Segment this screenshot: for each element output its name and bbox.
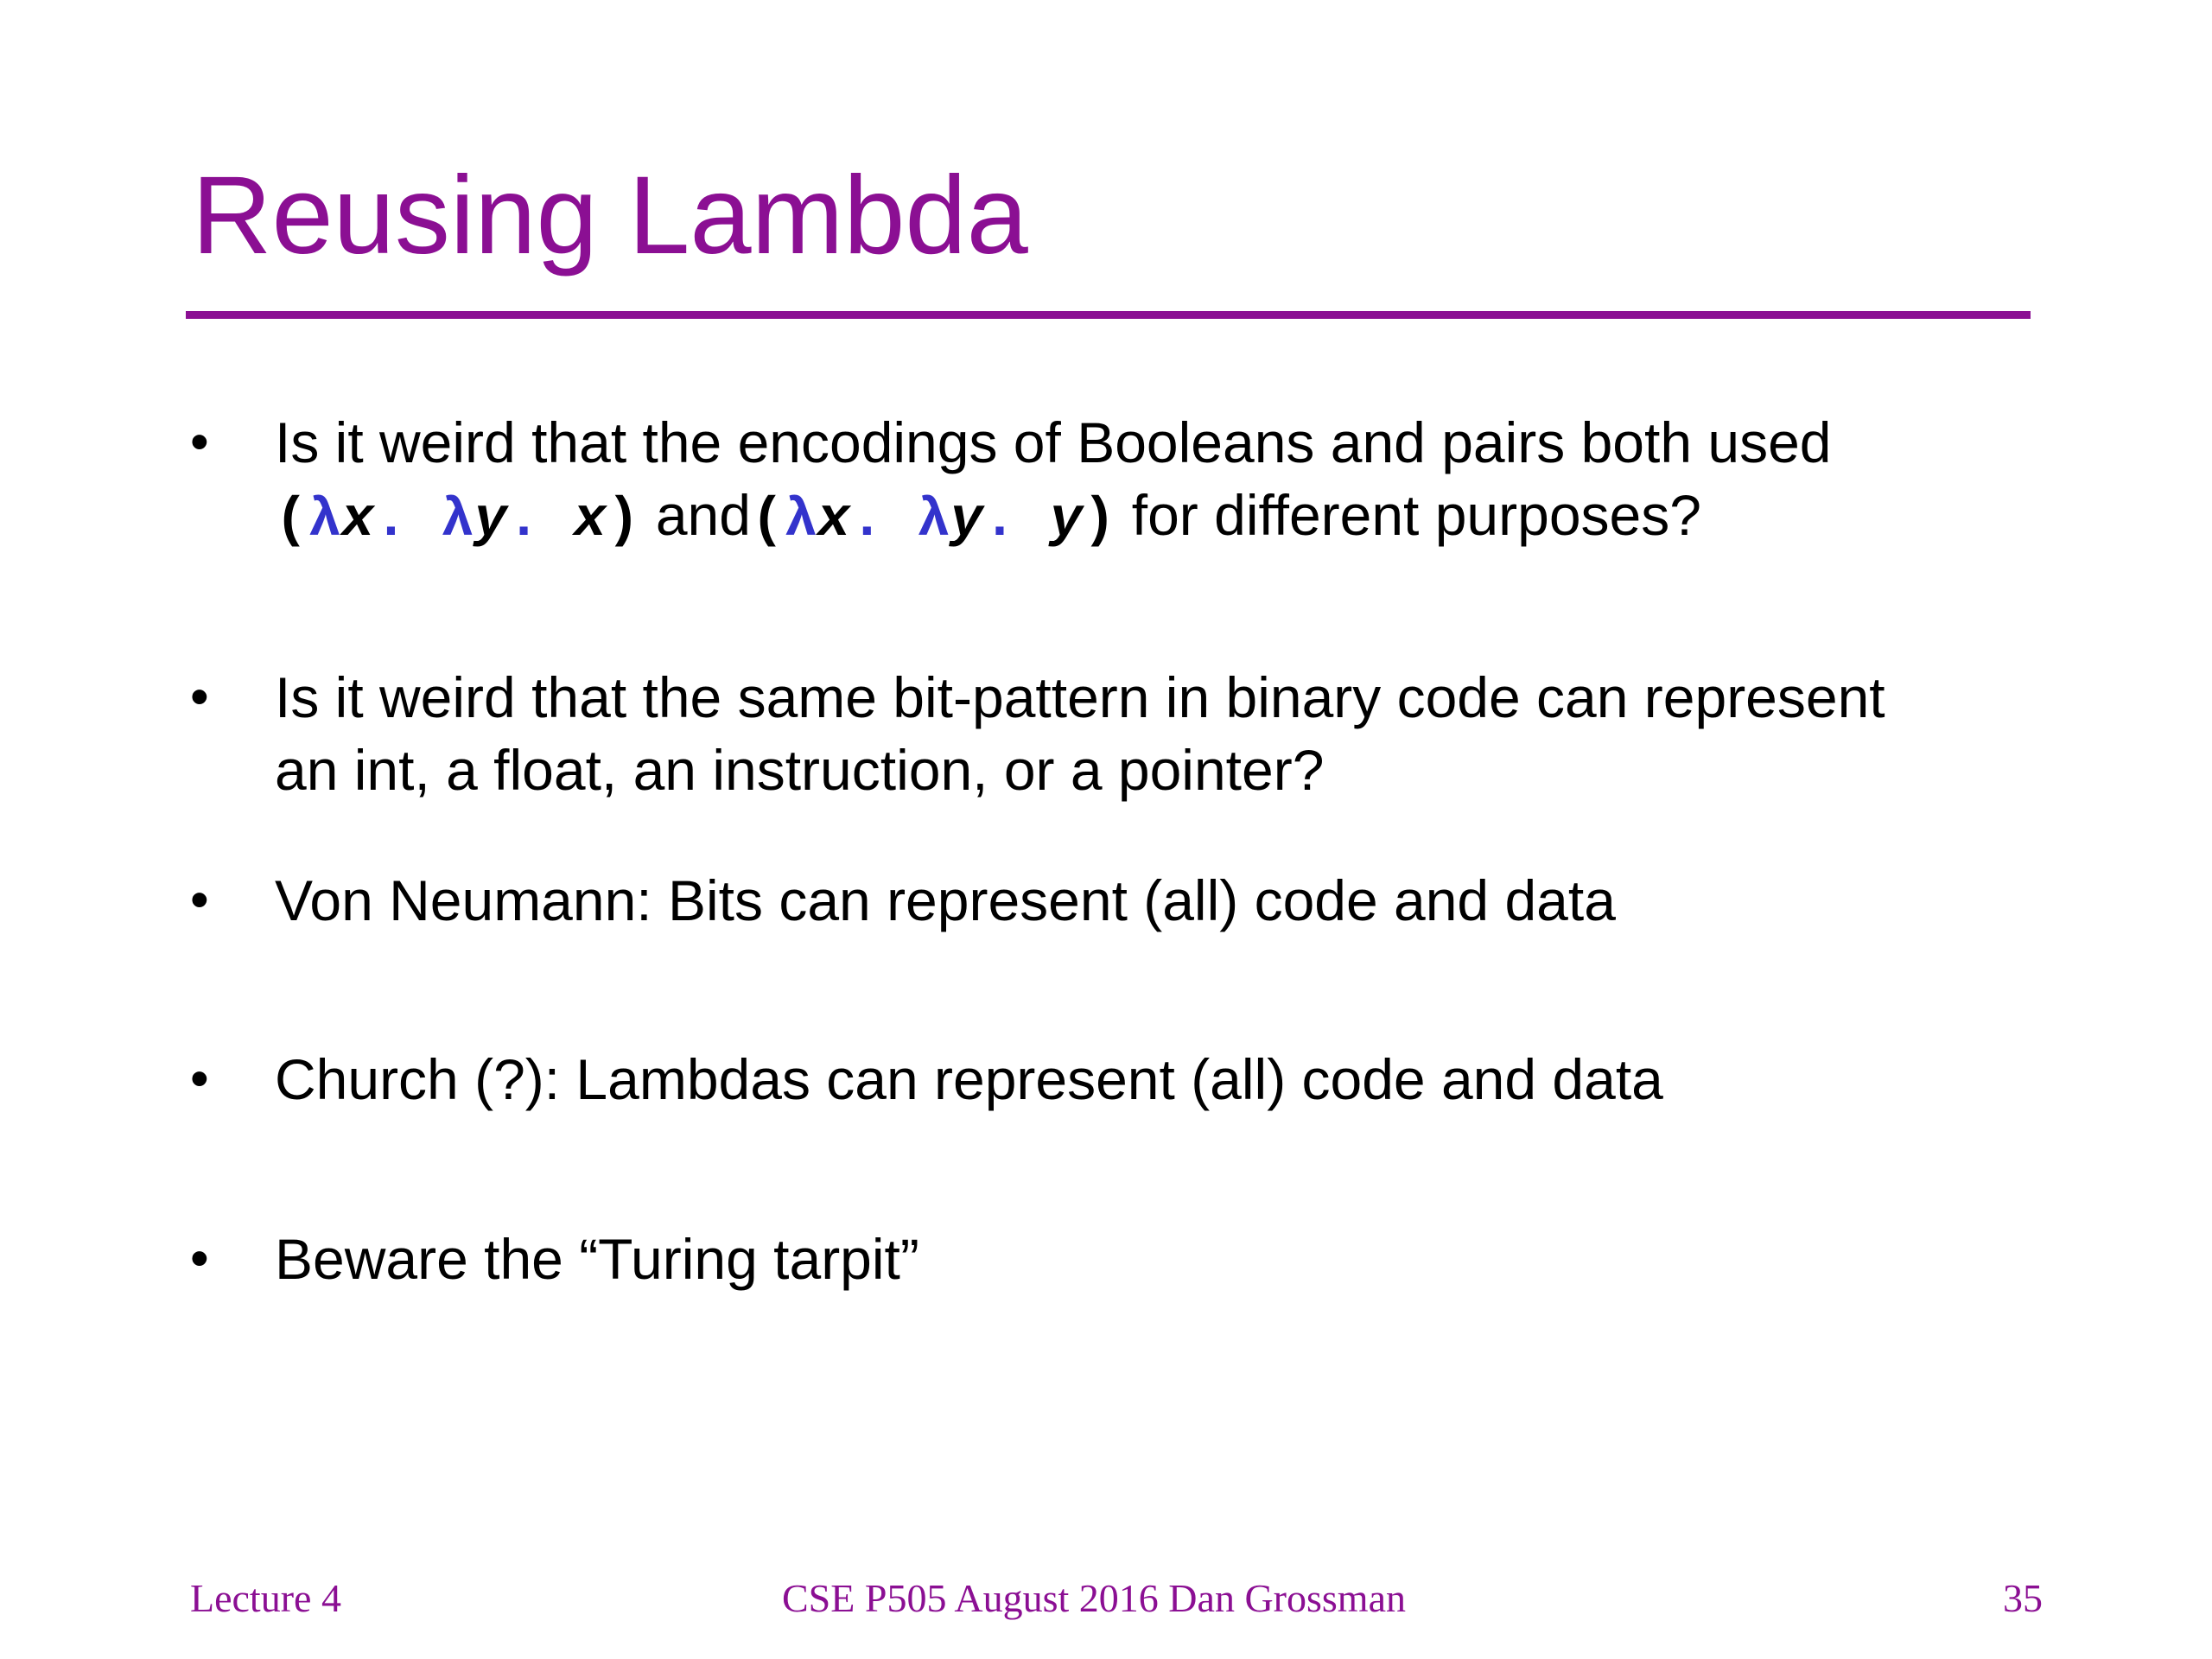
- bullet-dot: •: [190, 412, 209, 472]
- bullet-dot: •: [190, 870, 209, 930]
- bullet-text: [275, 661, 2037, 806]
- lambda-code-false: (λx. λy. y): [750, 490, 1116, 552]
- bullet-dot: •: [190, 1049, 209, 1109]
- footer-page-number: 35: [2003, 1576, 2043, 1620]
- bullet-line: Is it weird that the same bit-pattern in binary code can represent: [275, 665, 1885, 729]
- bullet-tail: for different purposes?: [1131, 483, 1701, 547]
- bullet-text: Church (?): Lambdas can represent (all) code and data: [275, 1047, 1663, 1111]
- footer-lecture: Lecture 4: [190, 1576, 341, 1620]
- bullet-text: [275, 406, 2037, 557]
- title-underline: [186, 311, 2031, 319]
- bullet-text: Beware the “Turing tarpit”: [275, 1227, 919, 1291]
- footer-course: CSE P505 August 2016 Dan Grossman: [782, 1576, 1406, 1620]
- bullet-dot: •: [190, 667, 209, 727]
- bullet-line: Is it weird that the encodings of Booleans and pairs both used: [275, 410, 1832, 474]
- bullet-line: [275, 479, 2037, 557]
- bullet-connector: and: [655, 483, 751, 547]
- bullet-line: an int, a float, an instruction, or a pointer?: [275, 738, 1325, 802]
- slide-title: Reusing Lambda: [192, 154, 1028, 277]
- lambda-code-true: (λx. λy. x): [275, 490, 640, 552]
- bullet-text: Von Neumann: Bits can represent (all) code and data: [275, 868, 1616, 932]
- bullet-dot: •: [190, 1229, 209, 1288]
